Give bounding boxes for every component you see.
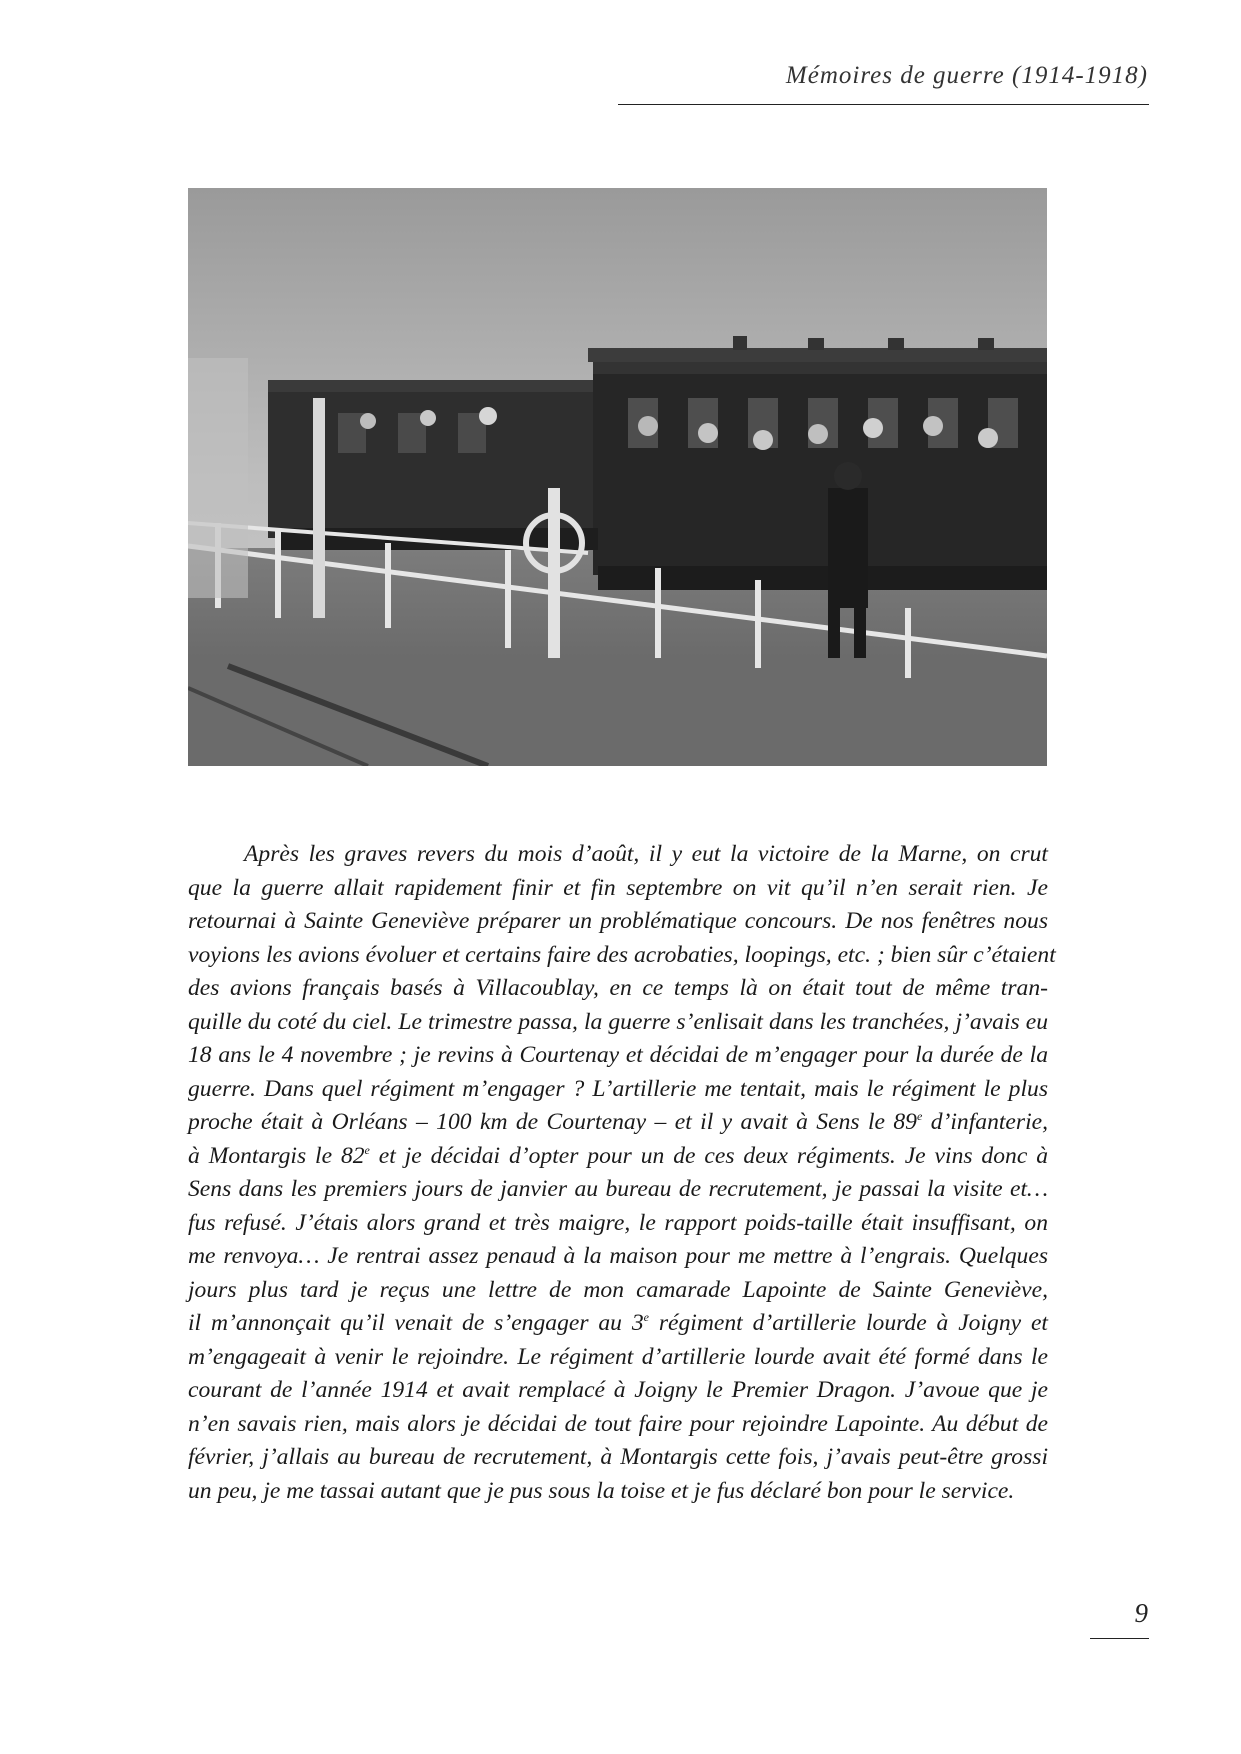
text-line	[188, 1307, 1048, 1341]
text-segment: il m’annonçait qu’il venait de s’engager au 3	[188, 1310, 644, 1336]
text-line	[188, 1106, 1048, 1140]
footer-rule	[1090, 1638, 1149, 1639]
header-rule	[618, 104, 1149, 105]
text-line: fus refusé. J’étais alors grand et très maigre, le rapport poids-taille était insuffisant, on	[188, 1209, 1048, 1236]
running-header: Mémoires de guerre (1914-1918)	[785, 62, 1148, 89]
superscript: e	[643, 1310, 649, 1324]
text-line: Après les graves revers du mois d’août, il y eut la victoire de la Marne, on crut	[244, 841, 1048, 867]
text-line: février, j’allais au bureau de recrutement, à Montargis cette fois, j’avais peut-être grossi	[188, 1444, 1048, 1470]
text-line: 18 ans le 4 novembre ; je revins à Courtenay et décidai de m’engager pour la durée de la	[188, 1042, 1048, 1068]
page-number: 9	[1134, 1598, 1148, 1628]
text-line	[188, 1140, 1048, 1174]
text-segment: et je décidai d’opter pour un de ces deux régiments. Je vins donc à	[369, 1142, 1048, 1169]
text-line: un peu, je me tassai autant que je pus sous la toise et je fus déclaré bon pour le service.	[188, 1477, 1015, 1504]
superscript: e	[364, 1142, 370, 1157]
text-segment: proche était à Orléans – 100 km de Courtenay – et il y avait à Sens le 89	[188, 1109, 917, 1135]
text-line: que la guerre allait rapidement finir et fin septembre on vit qu’il n’en serait rien. Je	[188, 874, 1048, 901]
text-line: m’engageait à venir le rejoindre. Le régiment d’artillerie lourde avait été formé dans le	[188, 1343, 1048, 1370]
superscript: e	[916, 1109, 923, 1123]
body-paragraph	[188, 838, 1056, 1508]
text-line: des avions français basés à Villacoublay, en ce temps là on était tout de même tran-	[188, 975, 1048, 1001]
text-line: retournai à Sainte Geneviève préparer un problématique concours. De nos fenêtres nous	[188, 908, 1048, 934]
text-line: Sens dans les premiers jours de janvier au bureau de recrutement, je passai la visite et…	[188, 1176, 1048, 1202]
text-segment: à Montargis le 82	[188, 1142, 365, 1169]
text-line: n’en savais rien, mais alors je décidai de tout faire pour rejoindre Lapointe. Au début de	[188, 1410, 1048, 1437]
text-segment: régiment d’artillerie lourde à Joigny et	[648, 1310, 1048, 1336]
text-line: quille du coté du ciel. Le trimestre passa, la guerre s’enlisait dans les tranchées, j’avais eu	[188, 1008, 1048, 1035]
text-segment: d’infanterie,	[922, 1109, 1048, 1135]
text-line: me renvoya… Je rentrai assez penaud à la maison pour me mettre à l’engrais. Quelques	[188, 1243, 1048, 1269]
train-photograph	[188, 188, 1047, 766]
text-line: guerre. Dans quel régiment m’engager ? L’artillerie me tentait, mais le régiment le plus	[188, 1075, 1048, 1102]
text-line: voyions les avions évoluer et certains faire des acrobaties, loopings, etc. ; bien sûr c’étaient	[188, 941, 1056, 968]
text-line: jours plus tard je reçus une lettre de mon camarade Lapointe de Sainte Geneviève,	[188, 1276, 1048, 1303]
text-line: courant de l’année 1914 et avait remplacé à Joigny le Premier Dragon. J’avoue que je	[188, 1377, 1048, 1403]
